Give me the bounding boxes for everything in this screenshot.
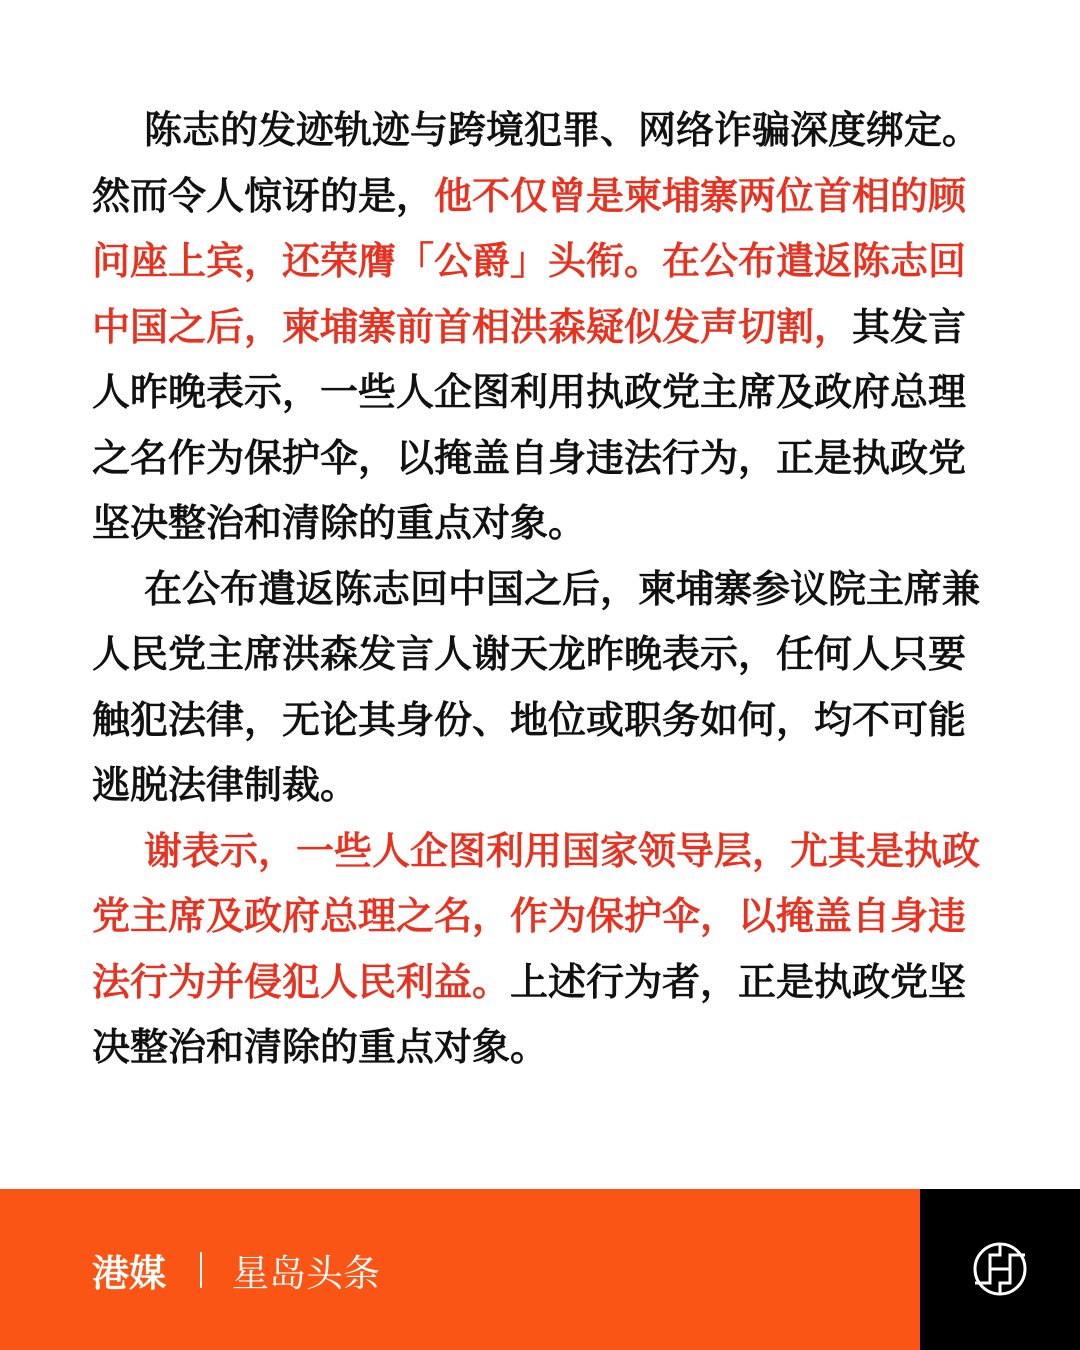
paragraph-2 bbox=[92, 557, 988, 819]
paragraph-3-highlight: 谢表示，一些人企图利用国家领导层，尤其是执政党主席及政府总理之名，作为保护伞，以掩盖自身违法行为并侵犯人民利益。 bbox=[92, 828, 981, 1004]
paragraph-3-segment-2: 上述行为者，正是执政党坚决整治和清除的重点对象。 bbox=[92, 959, 967, 1069]
circle-monogram-icon bbox=[972, 1241, 1028, 1297]
source-label: 星岛头条 bbox=[232, 1252, 380, 1295]
paragraph-1-highlight: 他不仅曾是柬埔寨两位首相的顾问座上宾，还荣膺「公爵」头衔。在公布遣返陈志回中国之后，柬埔寨前首相洪森疑似发声切割， bbox=[92, 173, 967, 349]
paragraph-1-segment-3: 其发言人昨晚表示，一些人企图利用执政党主席及政府总理之名作为保护伞，以掩盖自身违法行为，正是执政党坚决整治和清除的重点对象。 bbox=[92, 304, 967, 545]
footer-logo-panel bbox=[920, 1189, 1080, 1350]
paragraph-1 bbox=[92, 98, 988, 557]
footer-accent-panel bbox=[0, 1189, 920, 1350]
footer-bar bbox=[0, 1189, 1080, 1350]
paragraph-2-segment-1: 在公布遣返陈志回中国之后，柬埔寨参议院主席兼人民党主席洪森发言人谢天龙昨晚表示，任何人只要触犯法律，无论其身份、地位或职务如何，均不可能逃脱法律制裁。 bbox=[92, 566, 981, 807]
paragraph-1-segment-1: 陈志的发迹轨迹与跨境犯罪、网络诈骗深度绑定。然而令人惊讶的是， bbox=[92, 108, 981, 218]
footer-caption bbox=[92, 1245, 380, 1295]
brand-label: 港媒 bbox=[92, 1252, 166, 1295]
footer-divider bbox=[200, 1252, 202, 1288]
article-body bbox=[92, 98, 988, 1081]
paragraph-3 bbox=[92, 819, 988, 1081]
